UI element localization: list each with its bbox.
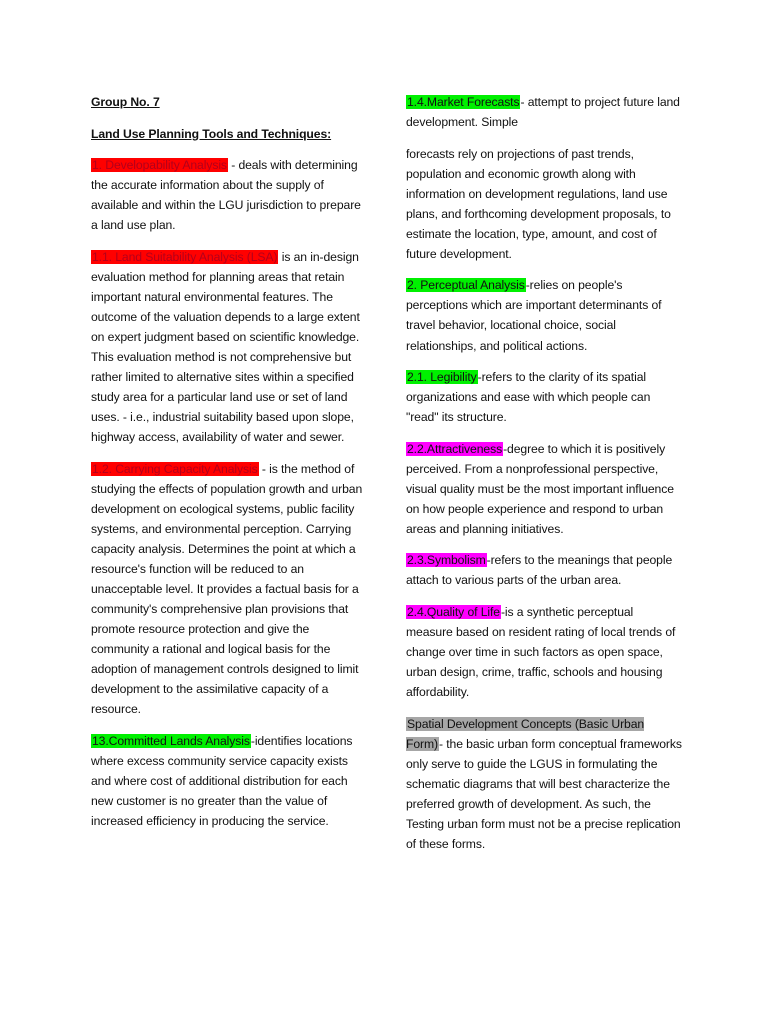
- legibility-text: -refers to the clarity of its spatial organizations and ease with which people can "read" its structure.: [406, 370, 651, 425]
- market-forecasts-paragraph: [406, 92, 682, 132]
- lsa-term: 1.1. Land Suitability Analysis (LSA): [92, 249, 278, 264]
- carrying-capacity-text: - is the method of studying the effects of population growth and urban development on ecological systems, public facility systems, and environmental perception. Carrying capacity analysis. Determines the point at which a resource's function will be reduced to an unacceptable level. It provides a factual basis for a community's comprehensive plan provisions that promote resource protection and give the community a rational and logical basis for the adoption of management controls designed to limit development to the assimilative capacity of a resource.: [91, 461, 363, 717]
- perceptual-analysis-paragraph: [406, 275, 682, 355]
- legibility-paragraph: [406, 367, 682, 427]
- legibility-term: 2.1. Legibility: [407, 370, 477, 385]
- spatial-development-term: Spatial Development Concepts (Basic Urban Form): [406, 716, 645, 751]
- attractiveness-text: -degree to which it is positively perceived. From a nonprofessional perspective, visual quality must be the most important influence on how people experience and respond to urban areas and planning initiatives.: [406, 441, 674, 536]
- symbolism-paragraph: [406, 550, 682, 590]
- spatial-development-text: - the basic urban form conceptual frameworks only serve to guide the LGUS in formulating the schematic diagrams that will best characterize the preferred growth of development. As such, the Testing urban form must not be a precise replication of these forms.: [406, 736, 682, 852]
- developability-paragraph: [91, 155, 367, 235]
- section-title: Land Use Planning Tools and Techniques:: [91, 126, 332, 141]
- committed-lands-term: 13.Committed Lands Analysis: [92, 733, 250, 748]
- attractiveness-term: 2.2.Attractiveness: [407, 441, 503, 456]
- carrying-capacity-term: 1.2. Carrying Capacity Analysis: [92, 461, 258, 476]
- committed-lands-paragraph: [91, 731, 367, 831]
- group-title: Group No. 7: [91, 95, 160, 109]
- quality-of-life-text: -is a synthetic perceptual measure based on resident rating of local trends of change over time in such factors as open space, urban design, crime, traffic, schools and housing affordability.: [406, 605, 676, 700]
- symbolism-text: -refers to the meanings that people attach to various parts of the urban area.: [406, 553, 673, 588]
- right-column: [406, 92, 682, 866]
- forecasts-text: forecasts rely on projections of past trends, population and economic growth along with information on development regulations, land use plans, and forthcoming development proposals, to estimate the location, type, amount, and cost of future development.: [406, 146, 671, 261]
- spatial-development-paragraph: [406, 714, 682, 854]
- quality-of-life-term: 2.4.Quality of Life: [407, 605, 500, 620]
- committed-lands-text: -identifies locations where excess community service capacity exists and where cost of additional distribution for each new customer is no greater than the value of increased efficiency in producing the service.: [91, 733, 353, 829]
- quality-of-life-paragraph: [406, 602, 682, 702]
- symbolism-term: 2.3.Symbolism: [407, 553, 486, 568]
- forecasts-paragraph: [406, 144, 682, 264]
- market-forecasts-term: 1.4.Market Forecasts: [407, 95, 520, 109]
- attractiveness-paragraph: [406, 439, 682, 539]
- developability-text: - deals with determining the accurate information about the supply of available and within the LGU jurisdiction to prepare a land use plan.: [91, 158, 361, 233]
- developability-term: 1. Developability Analysis: [92, 158, 227, 173]
- market-forecasts-text: - attempt to project future land development. Simple: [406, 95, 680, 130]
- perceptual-analysis-text: -relies on people's perceptions which are important determinants of travel behavior, locational choice, social relationships, and political actions.: [406, 278, 662, 353]
- perceptual-analysis-term: 2. Perceptual Analysis: [407, 278, 525, 293]
- carrying-capacity-paragraph: [91, 459, 367, 720]
- lsa-text: is an in-design evaluation method for planning areas that retain important natural environmental features. The outcome of the valuation depends to a large extent on expert judgment based on scientific knowledge. This evaluation method is not comprehensive but rather limited to alternative sites within a specified study area for a particular land use or set of land uses. - i.e., industrial suitability based upon slope, highway access, availability of water and sewer.: [91, 249, 360, 445]
- left-column: [91, 92, 367, 843]
- lsa-paragraph: [91, 247, 367, 447]
